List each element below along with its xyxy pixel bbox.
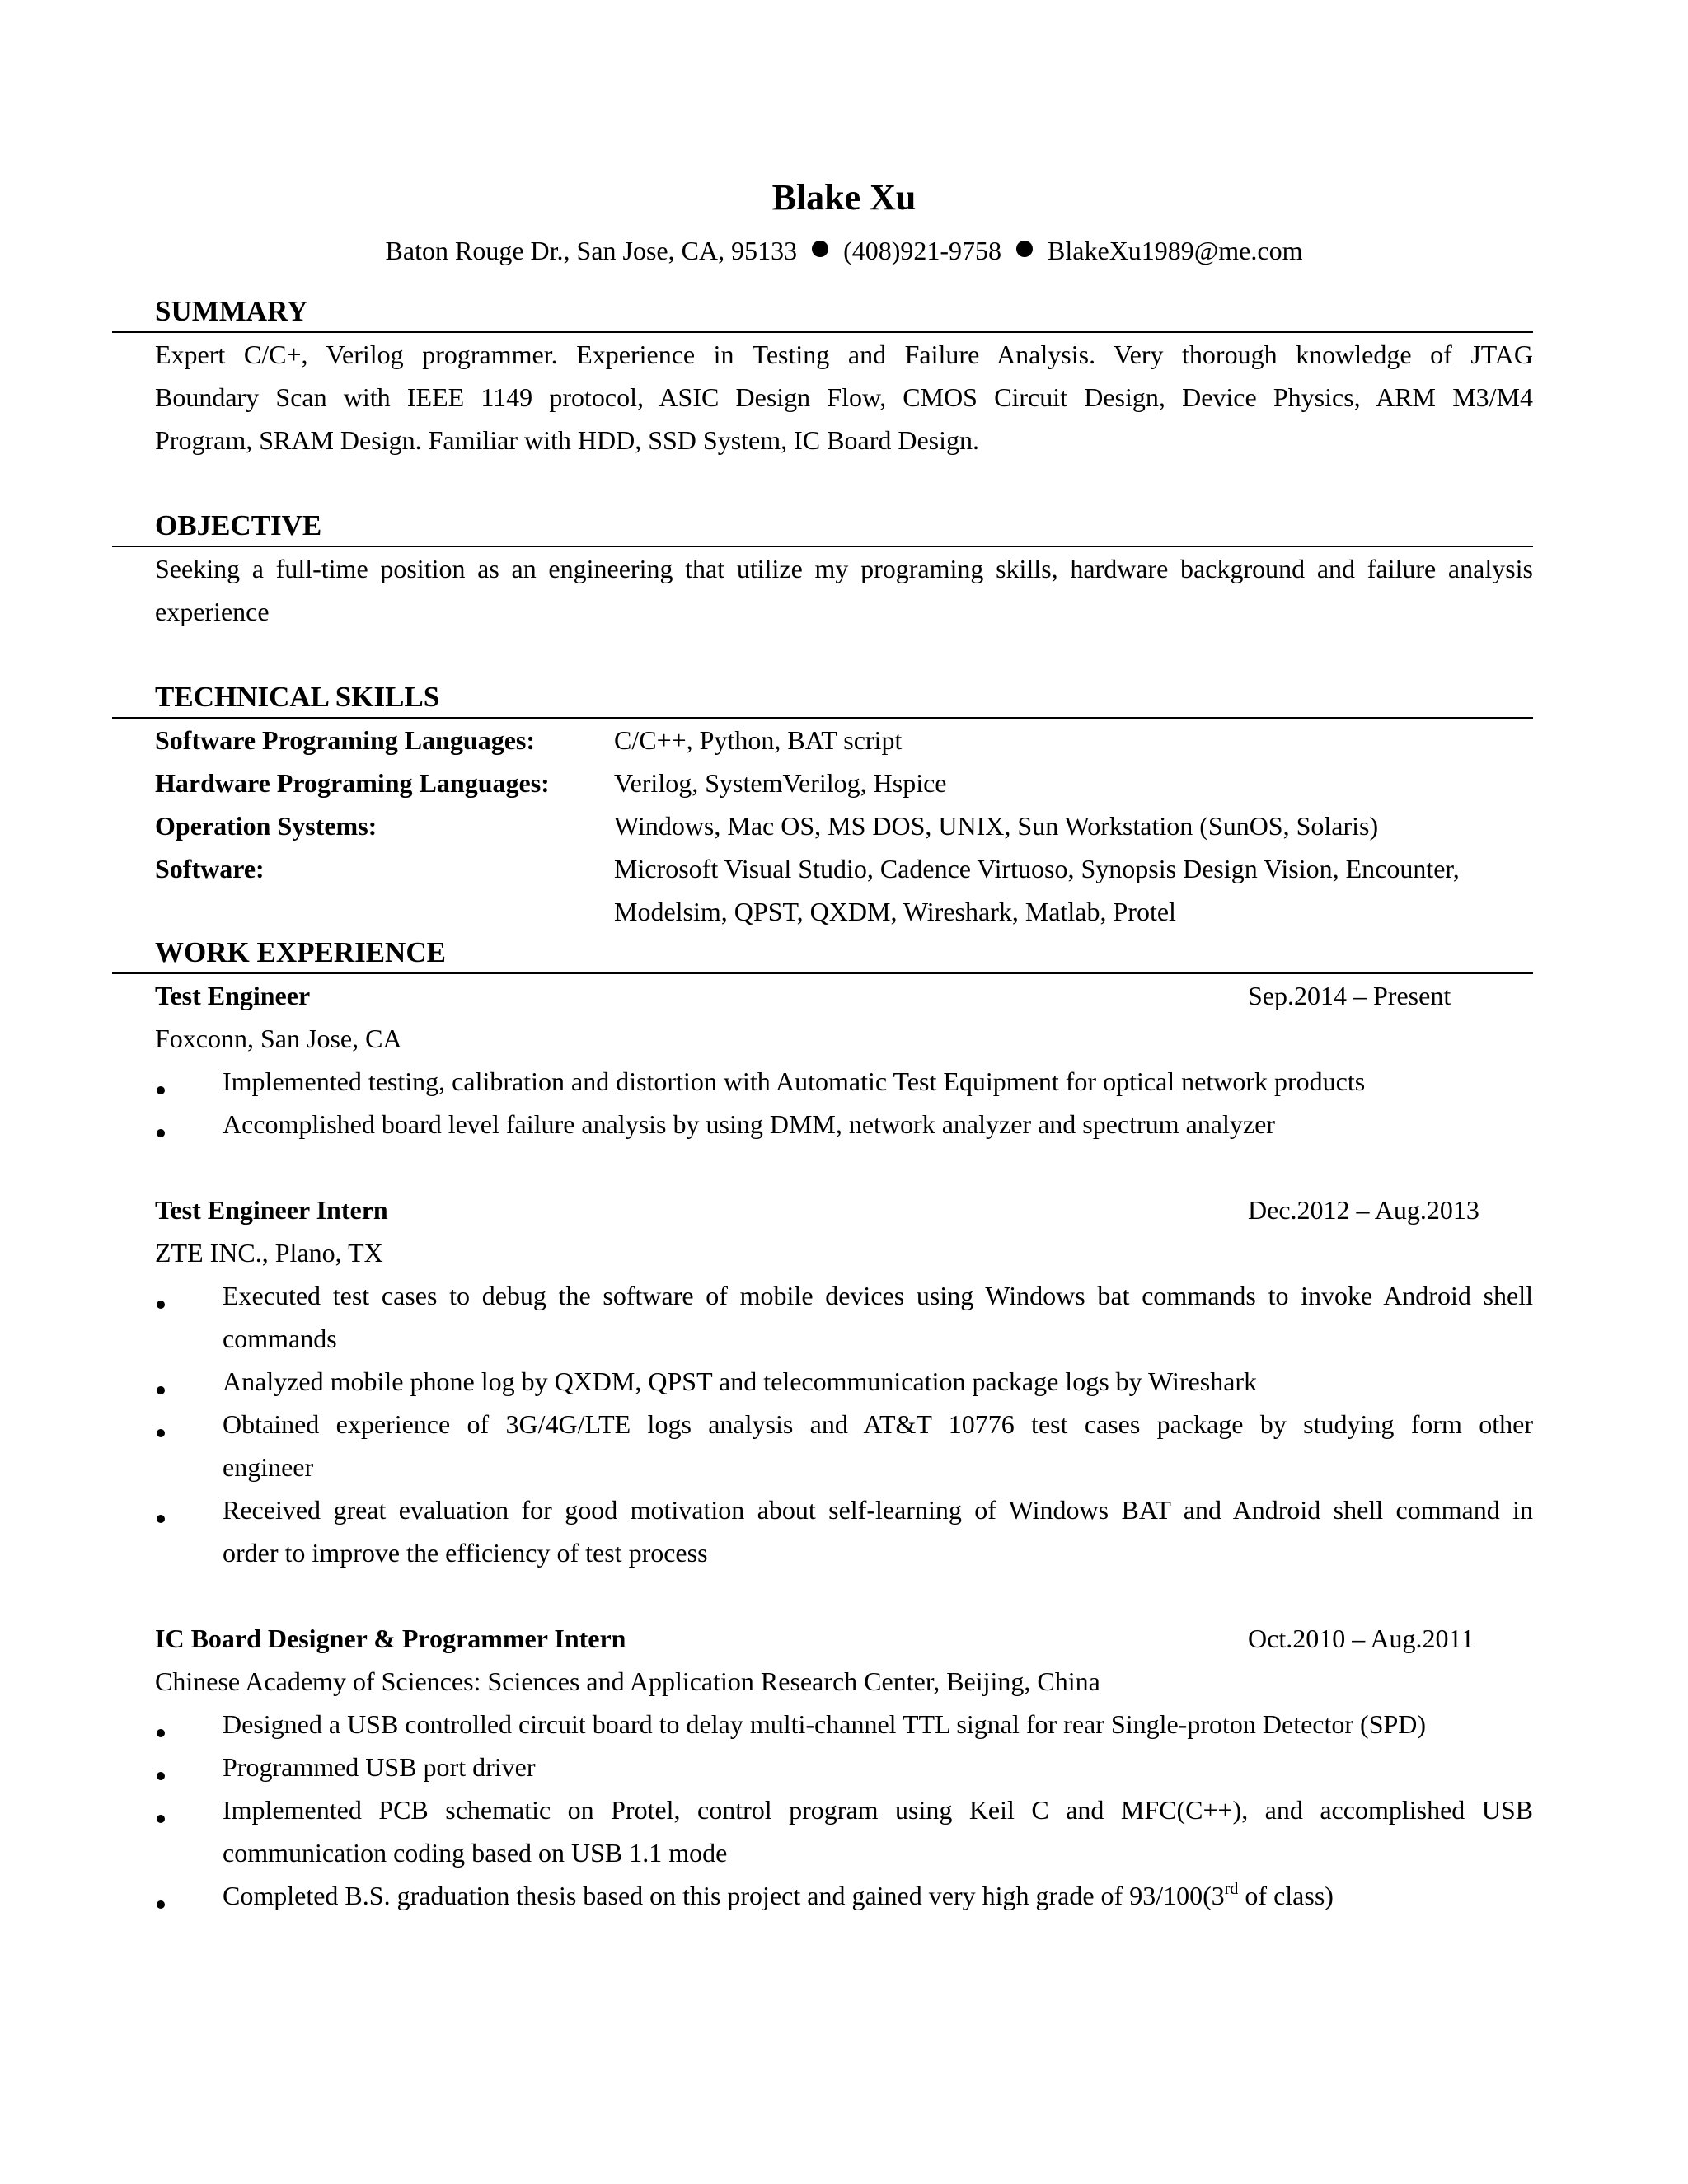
address: Baton Rouge Dr., San Jose, CA, 95133 xyxy=(385,236,798,265)
email: BlakeXu1989@me.com xyxy=(1048,236,1303,265)
candidate-name: Blake Xu xyxy=(771,177,917,218)
job-dates: Oct.2010 – Aug.2011 xyxy=(1248,1624,1475,1653)
bullet-icon xyxy=(157,1429,165,1437)
separator-dot-icon xyxy=(1016,241,1033,257)
job-bullet: Accomplished board level failure analysis by using DMM, network analyzer and spectrum analyzer xyxy=(223,1109,1275,1139)
job-title: IC Board Designer & Programmer Intern xyxy=(155,1624,626,1653)
job-bullet xyxy=(223,1874,1533,1917)
bullet-icon xyxy=(157,1772,165,1780)
job-bullet: Implemented testing, calibration and distortion with Automatic Test Equipment for optical network products xyxy=(223,1066,1366,1096)
skill-label: Software Programing Languages: xyxy=(155,725,536,755)
contact-line xyxy=(0,229,1688,272)
summary-line-1: Expert C/C+, Verilog programmer. Experience in Testing and Failure Analysis. Very thorough knowledge of JTAG xyxy=(155,340,1533,369)
bullet-text: Completed B.S. graduation thesis based on this project and gained very high grade of 93/100(3 xyxy=(223,1881,1225,1910)
bullet-icon xyxy=(157,1900,165,1909)
skill-label: Operation Systems: xyxy=(155,811,377,841)
objective-line-1: Seeking a full-time position as an engineering that utilize my programing skills, hardware background and failure analysis xyxy=(155,554,1533,583)
job-bullet: Obtained experience of 3G/4G/LTE logs analysis and AT&T 10776 test cases package by studying form other xyxy=(223,1409,1533,1439)
bullet-icon xyxy=(157,1815,165,1823)
job-title: Test Engineer xyxy=(155,981,311,1010)
job-dates: Dec.2012 – Aug.2013 xyxy=(1248,1195,1479,1225)
skill-value-continued: Modelsim, QPST, QXDM, Wireshark, Matlab, Protel xyxy=(614,897,1176,926)
bullet-icon xyxy=(157,1129,165,1137)
skill-value: C/C++, Python, BAT script xyxy=(614,725,903,755)
job-bullet: Executed test cases to debug the software of mobile devices using Windows bat commands to invoke Android shell xyxy=(223,1281,1533,1310)
separator-dot-icon xyxy=(812,241,828,257)
objective-line-2: experience xyxy=(155,597,270,626)
experience-heading: WORK EXPERIENCE xyxy=(155,936,446,968)
objective-heading: OBJECTIVE xyxy=(155,509,322,541)
skill-value: Microsoft Visual Studio, Cadence Virtuoso, Synopsis Design Vision, Encounter, xyxy=(614,854,1460,883)
bullet-icon xyxy=(157,1086,165,1094)
job-dates: Sep.2014 – Present xyxy=(1248,981,1451,1010)
job-bullet: Designed a USB controlled circuit board to delay multi-channel TTL signal for rear Single-proton Detector (SPD) xyxy=(223,1709,1427,1739)
ordinal-suffix: rd xyxy=(1224,1880,1239,1898)
job-bullet: Analyzed mobile phone log by QXDM, QPST and telecommunication package logs by Wireshark xyxy=(223,1366,1258,1396)
job-bullet-continued: order to improve the efficiency of test process xyxy=(223,1538,708,1568)
job-title: Test Engineer Intern xyxy=(155,1195,388,1225)
skill-label: Software: xyxy=(155,854,265,883)
job-bullet-continued: communication coding based on USB 1.1 mode xyxy=(223,1838,728,1868)
bullet-icon xyxy=(157,1729,165,1737)
job-organization: Chinese Academy of Sciences: Sciences and Application Research Center, Beijing, China xyxy=(155,1666,1100,1696)
skill-value: Windows, Mac OS, MS DOS, UNIX, Sun Workstation (SunOS, Solaris) xyxy=(614,811,1379,841)
bullet-icon xyxy=(157,1515,165,1523)
summary-heading: SUMMARY xyxy=(155,295,308,327)
skills-heading: TECHNICAL SKILLS xyxy=(155,681,440,713)
bullet-icon xyxy=(157,1386,165,1394)
summary-line-3: Program, SRAM Design. Familiar with HDD, SSD System, IC Board Design. xyxy=(155,425,979,455)
skill-value: Verilog, SystemVerilog, Hspice xyxy=(614,768,947,798)
skill-label: Hardware Programing Languages: xyxy=(155,768,550,798)
job-bullet: Received great evaluation for good motivation about self-learning of Windows BAT and Android shell command in xyxy=(223,1495,1533,1525)
job-bullet-continued: engineer xyxy=(223,1452,314,1482)
job-bullet: Programmed USB port driver xyxy=(223,1752,536,1782)
job-organization: Foxconn, San Jose, CA xyxy=(155,1024,402,1053)
summary-line-2: Boundary Scan with IEEE 1149 protocol, ASIC Design Flow, CMOS Circuit Design, Device Physics, ARM M3/M4 xyxy=(155,382,1533,412)
bullet-text-end: of class) xyxy=(1238,1881,1334,1910)
job-organization: ZTE INC., Plano, TX xyxy=(155,1238,383,1268)
job-bullet: Implemented PCB schematic on Protel, control program using Keil C and MFC(C++), and accomplished USB xyxy=(223,1795,1533,1825)
bullet-icon xyxy=(157,1301,165,1309)
phone: (408)921-9758 xyxy=(843,236,1002,265)
job-bullet-continued: commands xyxy=(223,1324,337,1353)
